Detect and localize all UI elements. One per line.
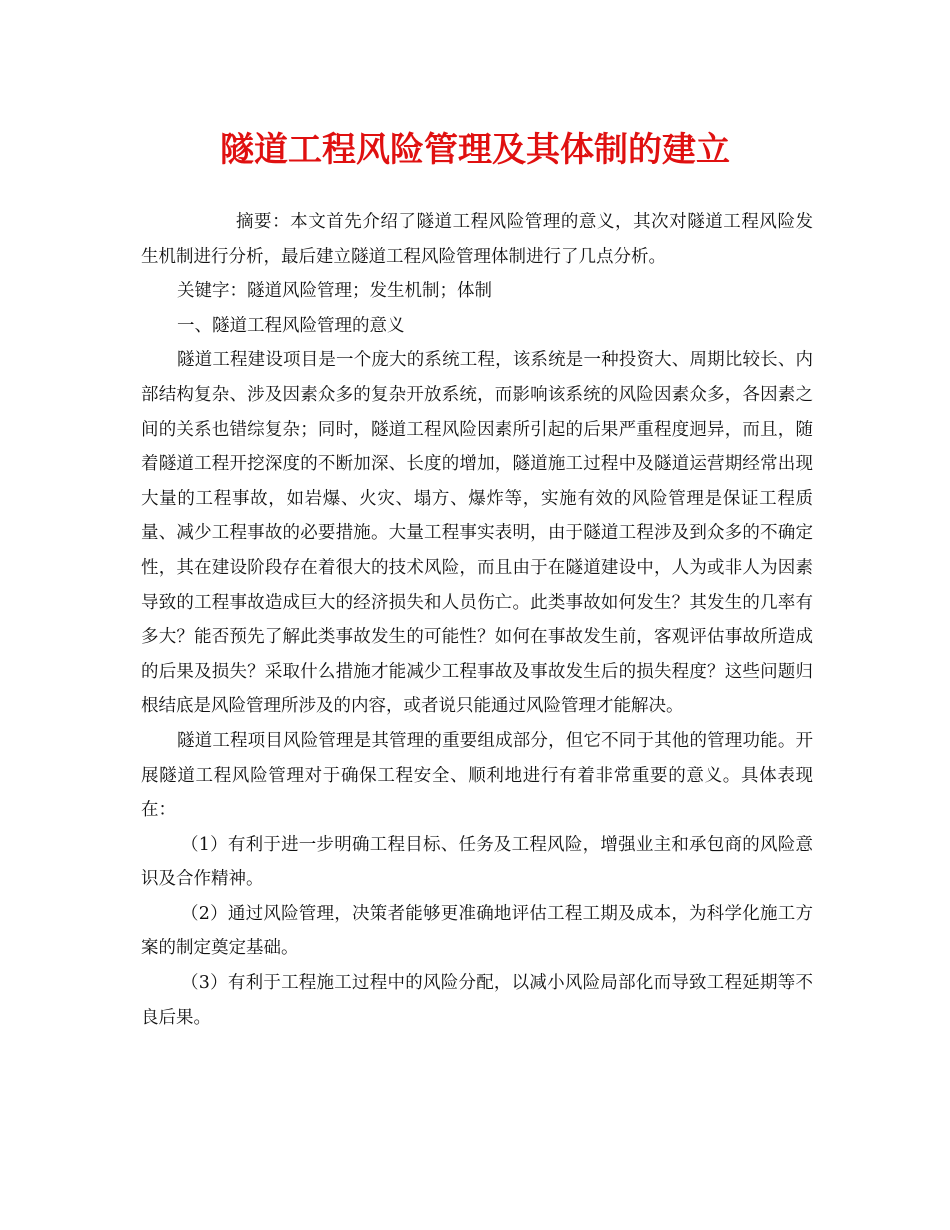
list-item: （2）通过风险管理，决策者能够更准确地评估工程工期及成本，为科学化施工方案的制定奠定基础。: [141, 903, 813, 959]
list-item: （1）有利于进一步明确工程目标、任务及工程风险，增强业主和承包商的风险意识及合作精神。: [141, 834, 813, 890]
section-heading: 一、隧道工程风险管理的意义: [177, 315, 405, 336]
body-paragraph: 隧道工程项目风险管理是其管理的重要组成部分，但它不同于其他的管理功能。开展隧道工程风险管理对于确保工程安全、顺利地进行有着非常重要的意义。具体表现在：: [141, 730, 813, 821]
keywords-paragraph: 关键字：隧道风险管理；发生机制；体制: [177, 281, 492, 302]
list-item: （3）有利于工程施工过程中的风险分配，以减小风险局部化而导致工程延期等不良后果。: [141, 973, 813, 1028]
document-title: 隧道工程风险管理及其体制的建立: [220, 130, 730, 170]
document-body: [141, 205, 813, 1035]
body-paragraph: 隧道工程建设项目是一个庞大的系统工程，该系统是一种投资大、周期比较长、内部结构复杂、涉及因素众多的复杂开放系统，而影响该系统的风险因素众多，各因素之间的关系也错综复杂；同时，隧道工程风险因素所引起的后果严重程度迥异，而且，随着隧道工程开挖深度的不断加深、长度的增加，隧道施工过程中及隧道运营期经常出现大量的工程事故，如岩爆、火灾、塌方、爆炸等，实施有效的风险管理是保证工程质量、减少工程事故的必要措施。大量工程事实表明，由于隧道工程涉及到众多的不确定性，其在建设阶段存在着很大的技术风险，而且由于在隧道建设中，人为或非人为因素导致的工程事故造成巨大的经济损失和人员伤亡。此类事故如何发生？其发生的几率有多大？能否预先了解此类事故发生的可能性？如何在事故发生前，客观评估事故所造成的后果及损失？采取什么措施才能减少工程事故及事故发生后的损失程度？这些问题归根结底是风险管理所涉及的内容，或者说只能通过风险管理才能解决。: [141, 350, 813, 717]
abstract-paragraph: 摘要：本文首先介绍了隧道工程风险管理的意义，其次对隧道工程风险发生机制进行分析，最后建立隧道工程风险管理体制进行了几点分析。: [141, 212, 813, 267]
